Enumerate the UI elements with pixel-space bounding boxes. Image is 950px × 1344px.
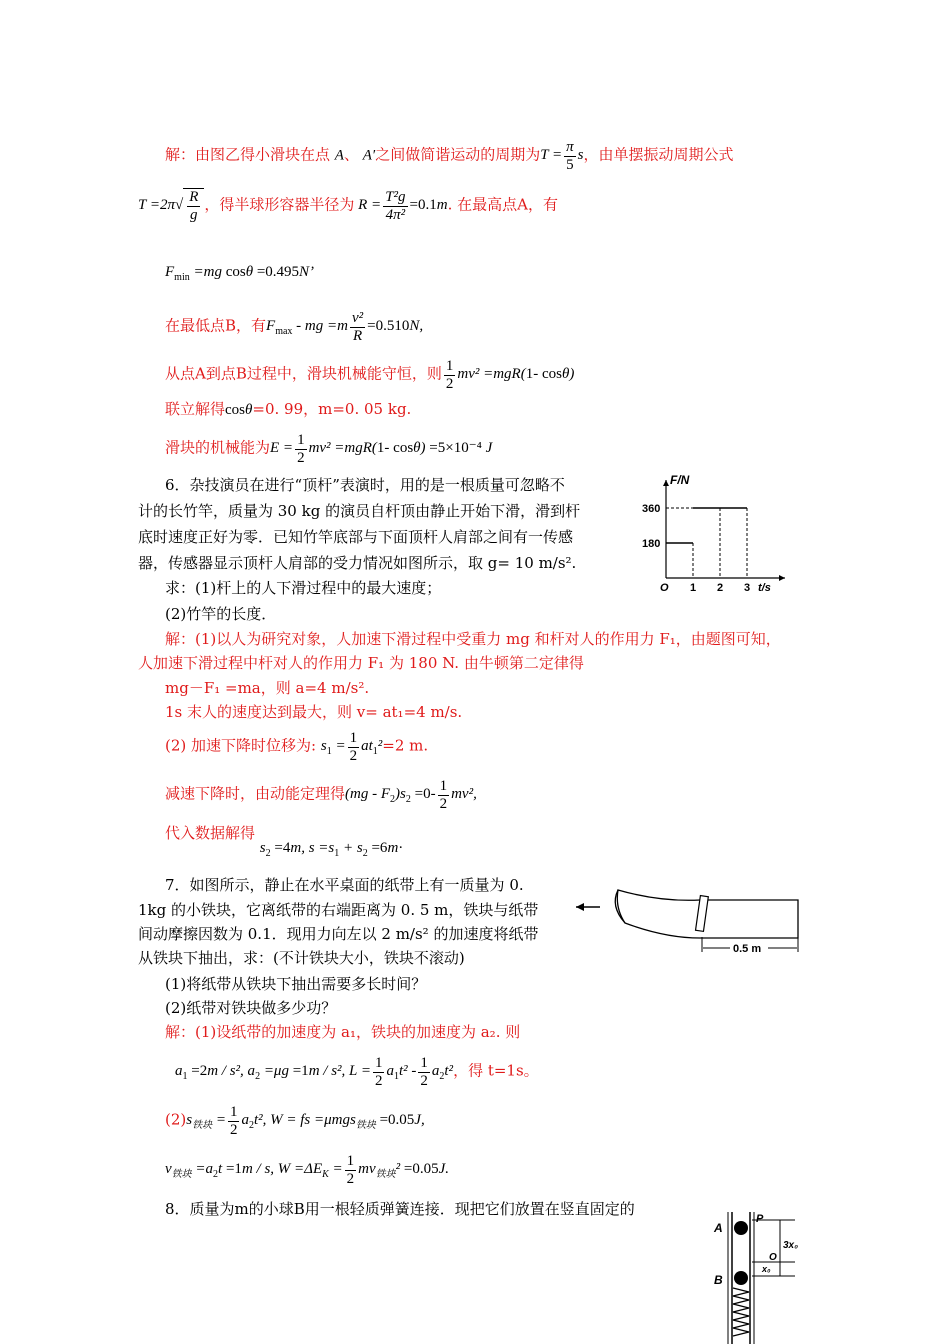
distance-label: 0.5 m <box>733 943 762 955</box>
prob7-q1: 7．如图所示，静止在水平桌面的纸带上有一质量为 0. <box>165 876 524 894</box>
sol5-text: 滑块的机械能为 <box>165 438 271 457</box>
formula-s-total: $s_2 =4m$, $s =s_1 + s_2 =6m\cdot$ <box>259 840 404 859</box>
x-axis-label: t/s <box>758 582 771 594</box>
formula-pendulum: T =2π√ $\frac{R}{g}$ <box>138 197 204 213</box>
prob6-s2: 人加速下滑过程中杆对人的作用力 F₁ 为 180 N. 由牛顿第二定律得 <box>138 654 584 672</box>
prob6-s3: mg－F₁ =ma，则 a=4 m/s². <box>165 679 370 697</box>
prob6-s1: 解：(1)以人为研究对象，人加速下滑过程中受重力 mg 和杆对人的作用力 F₁，由题图可知， <box>165 630 781 648</box>
prob6-s4: 1s 末人的速度达到最大，则 v= at₁=4 m/s. <box>165 703 463 721</box>
y-axis-label: F/N <box>670 473 690 487</box>
y-axis-arrow-icon <box>663 480 669 486</box>
ball-A <box>734 1221 748 1235</box>
sol5-line6 <box>165 402 411 418</box>
sol5-line5 <box>165 358 574 392</box>
label-P: P <box>756 1213 764 1225</box>
x-tick-1: 1 <box>690 582 697 594</box>
prob7-q6: (2)纸带对铁块做多少功？ <box>165 999 337 1017</box>
formula-accelerations: $a_1 =2m / s^2$, $a_2 =\mu g =1m / s^2$, L = $\frac{1}{2}$ $a_1t^2$ - $\frac{1}{2}$ $a_2t^2$ <box>175 1055 454 1089</box>
spring <box>733 1288 749 1336</box>
sol5-text: . 在最高点A，有 <box>447 195 558 214</box>
formula-s1: $s_1$ = $\frac{1}{2}$ $at_1^2$ <box>320 730 383 764</box>
sol5-line3 <box>165 264 314 283</box>
sol5-text: 从点A到点B过程中，滑块机械能守恒，则 <box>165 364 442 383</box>
prob6-q4: 器，传感器显示顶杆人肩部的受力情况如图所示，取 g= 10 m/s². <box>138 554 577 572</box>
chart-series <box>666 508 747 543</box>
prob6-q5: 求：(1)杆上的人下滑过程中的最大速度； <box>165 579 442 597</box>
formula-radius: R = $\frac{\text{T²g}}{\text{4π²}}$ =0.1m <box>354 189 448 223</box>
prob6-s5 <box>165 730 428 764</box>
formula-A: A <box>334 147 344 164</box>
sol6-text: 代入数据解得 <box>165 824 256 842</box>
formula-work-energy: $(mg - F_2)s_2 =0-$ $\frac{1}{2}$ mv², <box>345 778 477 812</box>
prob7-q3: 间动摩擦因数为 0.1．现用力向左以 2 m/s² 的加速度将纸带 <box>138 925 539 943</box>
formula-cos: cosθ <box>225 402 253 418</box>
sol5-text: ，得半球形容器半径为 <box>204 195 355 214</box>
sol5-line4 <box>165 310 423 344</box>
prob6-q2: 计的长竹竿，质量为 30 kg 的演员自杆顶由静止开始下滑，滑到杆 <box>138 502 581 520</box>
sol6-text: 减速下降时，由动能定理得 <box>165 784 346 803</box>
sol7-text: ，得 t=1s。 <box>453 1061 539 1080</box>
prob7-s1: 解：(1)设纸带的加速度为 a₁，铁块的加速度为 a₂. 则 <box>165 1023 521 1041</box>
formula-period: T = $\frac{\pi}{5}$ s <box>540 139 584 173</box>
formula-work: $s_{铁块}$ = $\frac{1}{2}$ $a_2t^2$, W = fs =μmgs$_{铁块}$ =0.05J, <box>186 1104 425 1138</box>
prob8-q1: 8．质量为m的小球B用一根轻质弹簧连接．现把它们放置在竖直固定的 <box>165 1200 635 1218</box>
prob6-q1: 6．杂技演员在进行“顶杆”表演时，用的是一根质量可忽略不 <box>165 476 565 494</box>
x-tick-2: 2 <box>717 582 724 594</box>
prob6-q6: (2)竹竿的长度． <box>165 605 277 623</box>
paper-strip-figure <box>570 880 810 960</box>
sol6-text: (2) 加速下降时位移为: <box>165 736 317 755</box>
formula-Fmin: $F_{min} =mg$ cosθ =0.495N’ <box>165 264 315 283</box>
force-time-chart <box>640 470 790 595</box>
sol6-text: =2 m. <box>382 736 429 755</box>
sol5-text: ，由单摆振动周期公式 <box>583 145 734 164</box>
spring-tube-figure <box>700 1208 810 1344</box>
label-O: O <box>769 1252 777 1263</box>
label-3x0: 3x₀ <box>783 1240 799 1251</box>
arrow-head-icon <box>576 903 584 911</box>
prob6-s7 <box>165 824 404 859</box>
label-A: A <box>714 1221 723 1235</box>
prob6-s6 <box>165 778 477 812</box>
formula-Fmax: $F_{max}$ - mg =m $\frac{\text{v²}}{R}$ =0.510N, <box>266 310 424 344</box>
sol5-line1: 解：由图乙得小滑块在点 A、 A′之间做简谐运动的周期为T = $\frac{\pi}{5}$ s，由单摆振动周期公式 <box>165 139 734 173</box>
formula-velocity-work: $v_{铁块} =a_2t =1m / s$, $W =\Delta E_K$ = $\frac{1}{2}$ $mv_{铁块}^2 =0.05J$. <box>165 1153 450 1187</box>
prob7-s3 <box>165 1104 425 1138</box>
prob7-q4: 从铁块下抽出，求：(不计铁块大小，铁块不滚动) <box>138 949 465 967</box>
sol5-line7 <box>165 432 492 466</box>
x-tick-origin: O <box>660 582 669 594</box>
sol5-text: 之间做简谐运动的周期为 <box>375 145 541 164</box>
sol5-text: 解：由图乙得小滑块在点 <box>165 145 331 164</box>
prob7-s4 <box>165 1153 449 1187</box>
formula-mech-energy: E = $\frac{1}{2}$ mv² =mgR(1- cosθ) =5×10⁻⁴ J <box>270 432 493 466</box>
chart-labels <box>642 473 771 594</box>
sol5-text: 联立解得 <box>165 400 226 418</box>
chart-axes <box>663 480 785 581</box>
sol7-text: (2) <box>165 1110 187 1129</box>
prob7-q2: 1kg 的小铁块，它离纸带的右端距离为 0. 5 m，铁块与纸带 <box>138 901 539 919</box>
y-tick-360: 360 <box>642 503 661 515</box>
x-axis-arrow-icon <box>779 575 785 581</box>
label-x0: x₀ <box>762 1264 771 1274</box>
prob7-q5: (1)将纸带从铁块下抽出需要多长时间？ <box>165 975 427 993</box>
prob6-q3: 底时速度正好为零．已知竹竿底部与下面顶杆人肩部之间有一传感 <box>138 528 574 546</box>
label-B: B <box>714 1273 723 1287</box>
formula-A-prime: A′ <box>358 147 376 164</box>
ball-B <box>734 1271 748 1285</box>
sol5-text: 在最低点B，有 <box>165 316 267 335</box>
formula-energy-conservation: $\frac{1}{2}$ mv² =mgR(1- cosθ) <box>445 358 575 392</box>
sol5-line2 <box>138 188 558 223</box>
prob7-s2 <box>175 1055 539 1089</box>
sol5-text: =0. 99，m=0. 05 kg. <box>252 400 412 418</box>
x-tick-3: 3 <box>744 582 751 594</box>
y-tick-180: 180 <box>642 538 661 550</box>
